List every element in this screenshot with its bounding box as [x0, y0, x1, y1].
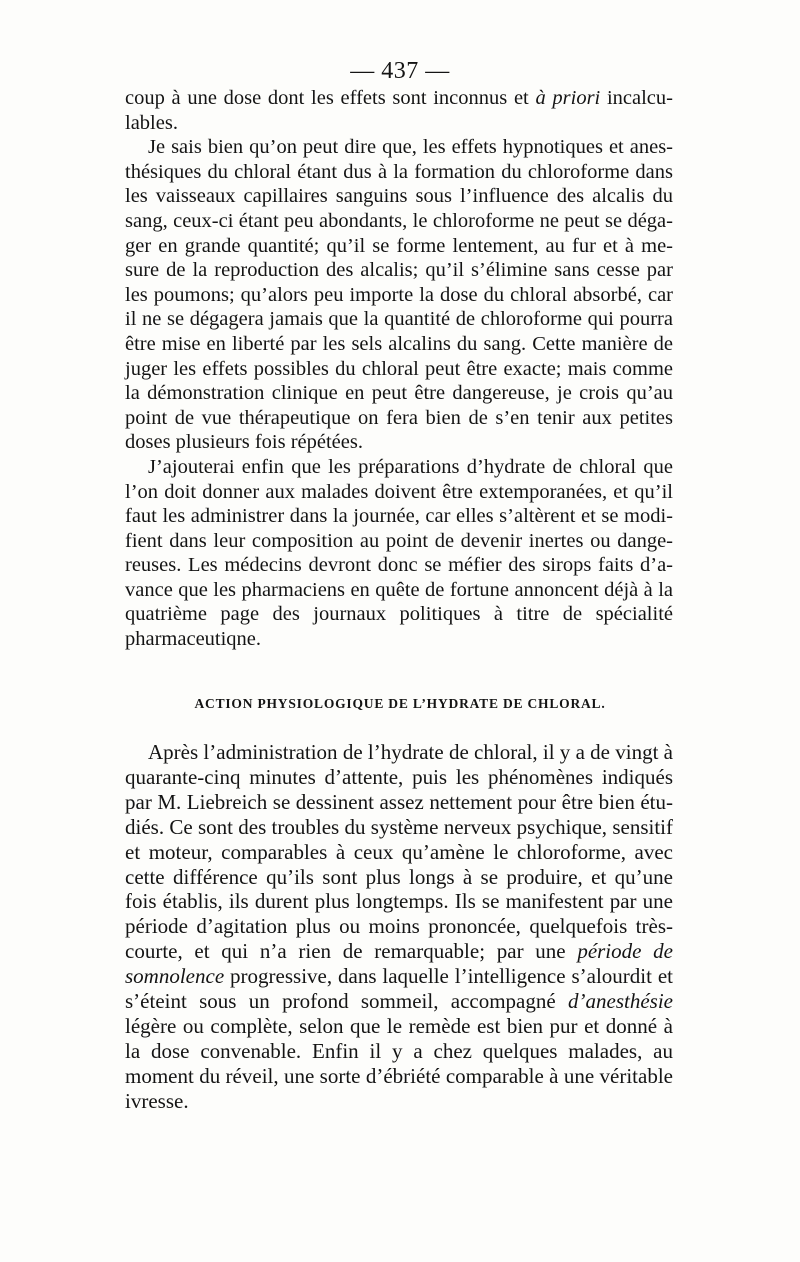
section-heading: ACTION PHYSIOLOGIQUE DE L’HYDRATE DE CHLORAL. [194, 696, 606, 711]
page-number: — 437 — [350, 58, 450, 84]
paragraph-4-part-c: légère ou complète, selon que le remède est bien pur et donné à la dose convenable. Enfin il y a chez quelques malades, au moment du réveil, une sorte d’ébriété comparable à une véritable ivresse. [125, 1013, 673, 1113]
paragraph-2: Je sais bien qu’on peut dire que, les effets hypnotiques et anesthésiques du chloral étant dus à la formation du chloroforme dans les vaisseaux capillaires sanguins sous l’influence des alcalis du sang, ceux-ci étant peu abondants, le chloroforme ne peut se dégager en grande quantité; qu’il se forme lentement, au fur et à mesure de la reproduction des alcalis; qu’il s’élimine sans cesse par les poumons; qu’alors peu importe la dose du chloral absorbé, car il ne se dégagera jamais que la quantité de chloroforme qui pourra être mise en liberté par les sels alcalins du sang. Cette manière de juger les effets possibles du chloral peut être exacte; mais comme la démonstration clinique en peut être dangereuse, je crois qu’au point de vue thérapeutique on fera bien de s’en tenir aux petites doses plusieurs fois répétées. [125, 136, 673, 454]
paragraph-4 [125, 740, 673, 1114]
text-block-top [125, 86, 673, 652]
paragraph-4-italic-somnolence: période de somnolence [125, 939, 673, 989]
paragraph-1-italic: à priori [535, 87, 601, 109]
paragraph-3: J’ajouterai enfin que les préparations d’hydrate de chloral que l’on doit donner aux malades doivent être extemporanées, et qu’il faut les administrer dans la journée, car elles s’altèrent et se modifient dans leur composition au point de devenir inertes ou dangereuses. Les médecins devront donc se méfier des sirops faits d’avance que les pharmaciens en quête de fortune annoncent déjà à la quatrième page des journaux politiques à titre de spécialité pharmaceutiqne. [125, 455, 673, 651]
paragraph-1-text: coup à une dose dont les effets sont inconnus et [125, 87, 536, 109]
paragraph-4-italic-anesthesie: d’anesthésie [568, 989, 673, 1014]
paragraph-4-part-b: progressive, dans laquelle l’intelligence s’alourdit et s’éteint sous un profond sommeil, accompagné [125, 964, 673, 1014]
paragraph-4-part-a: Après l’administration de l’hydrate de chloral, il y a de vingt à quarante-cinq minutes d’attente, puis les phénomènes indiqués par M. Liebreich se dessinent assez nettement pour être bien étudiés. Ce sont des troubles du système nerveux psychique, sensitif et moteur, comparables à ceux qu’amène le chloroforme, avec cette différence qu’ils sont plus longs à se produire, et qu’une fois établis, ils durent plus longtemps. Ils se manifestent par une période d’agitation plus ou moins prononcée, quelquefois très-courte, et qui n’a rien de remarquable; par une [125, 740, 673, 964]
paragraph-1-end: incalculables. [125, 87, 673, 134]
text-block-bottom [125, 740, 673, 1114]
paragraph-continuation [125, 86, 673, 135]
